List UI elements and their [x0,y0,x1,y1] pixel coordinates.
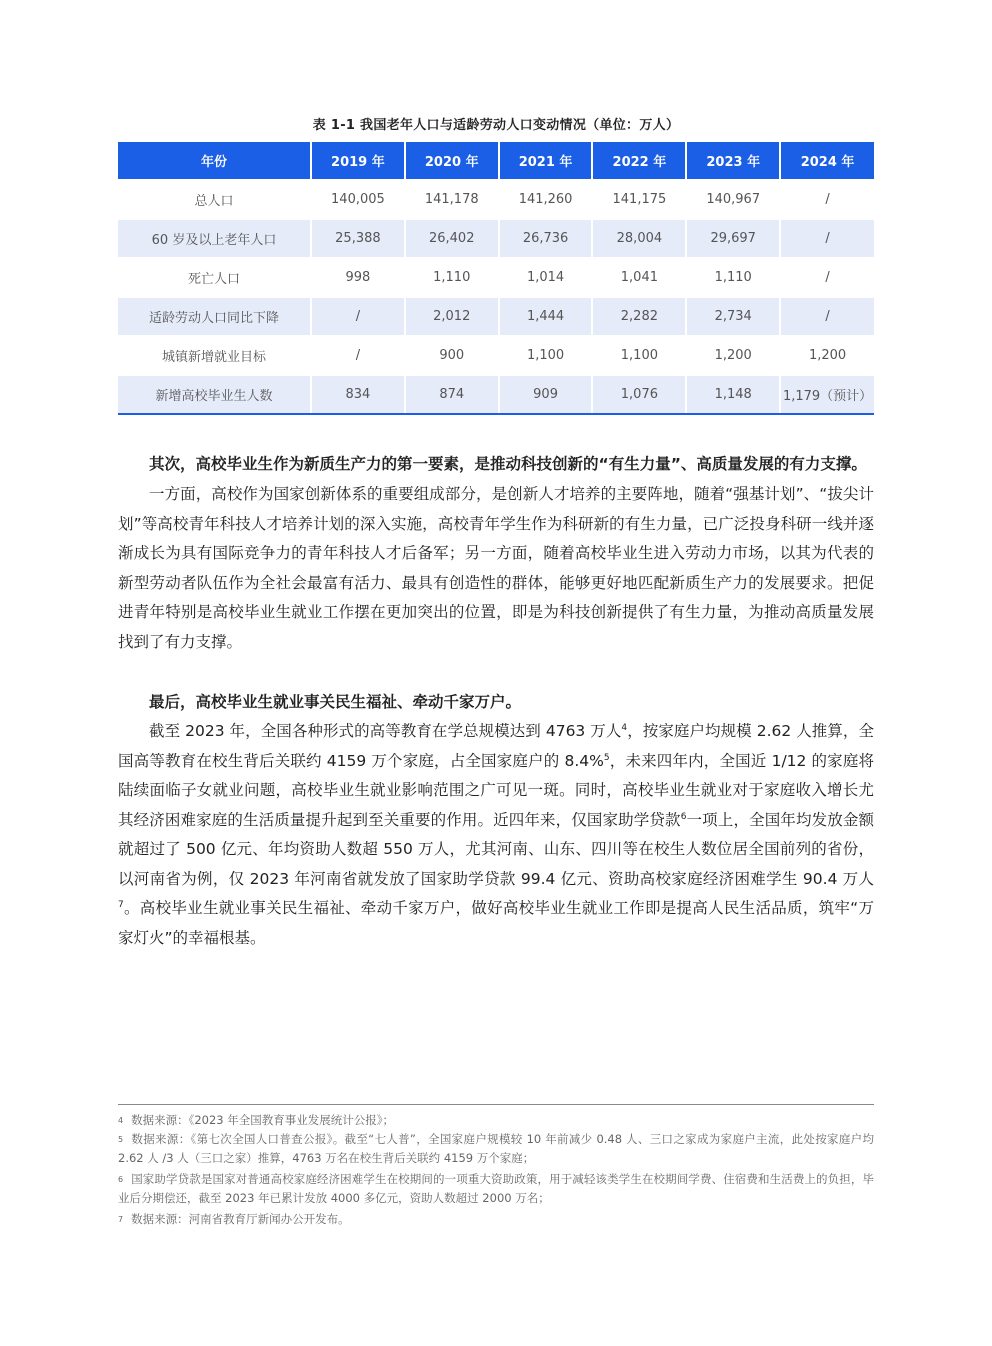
row-label: 总人口 [118,180,311,219]
row-label: 城镇新增就业目标 [118,336,311,375]
row-label: 新增高校毕业生人数 [118,375,311,414]
table-cell: 1,200 [686,336,780,375]
header-2019: 2019 年 [311,142,405,180]
table-cell: / [780,297,874,336]
header-2022: 2022 年 [592,142,686,180]
table-cell: 141,178 [405,180,499,219]
table-row [118,375,874,414]
footnote-ref-6[interactable]: 6 [680,811,687,822]
paragraph-livelihood [118,717,874,953]
text-segment: ，未来四年内，全国近 1/12 的家庭将陆续面临子女就业问题，高校毕业生就业影响范围之广可见一斑。同时，高校毕业生就业对于家庭收入增长尤其经济困难家庭的生活质量提升起到至关重要的作用。近四年来，仅国家助学贷款 [118,751,874,829]
table-cell: / [780,219,874,258]
table-cell: 998 [311,258,405,297]
table-cell: 1,041 [592,258,686,297]
table-cell: 900 [405,336,499,375]
footnote-text: 数据来源：河南省教育厅新闻办公开发布。 [131,1212,350,1226]
table-cell: 1,148 [686,375,780,414]
header-2024: 2024 年 [780,142,874,180]
footnote-number: 6 [118,1175,124,1184]
table-cell: 141,260 [499,180,593,219]
table-cell: 29,697 [686,219,780,258]
table-cell: 140,005 [311,180,405,219]
header-2023: 2023 年 [686,142,780,180]
table-cell: 1,110 [686,258,780,297]
text-segment: ，按家庭户均规模 2.62 人推算，全国高等教育在校生背后关联约 4159 万个家庭，占全国家庭户的 8.4% [118,722,874,770]
header-year: 年份 [118,142,311,180]
table-cell: 26,736 [499,219,593,258]
table-cell: 1,179（预计） [780,375,874,414]
table-cell: 28,004 [592,219,686,258]
table-cell: 834 [311,375,405,414]
header-2020: 2020 年 [405,142,499,180]
table-cell: 140,967 [686,180,780,219]
table-cell: / [780,258,874,297]
table-cell: 26,402 [405,219,499,258]
footnote-text: 数据来源：《第七次全国人口普查公报》。截至“七人普”，全国家庭户规模较 10 年前减少 0.48 人、三口之家成为家庭户主流，此处按家庭户均 2.62 人 /3 人（三口之家）推算，4763 万名在校生背后关联约 4159 万个家庭； [118,1132,874,1165]
footnote-4 [118,1111,874,1130]
table-cell: 1,076 [592,375,686,414]
table-cell: 1,444 [499,297,593,336]
table-cell: 909 [499,375,593,414]
paragraph-innovation: 一方面，高校作为国家创新体系的重要组成部分，是创新人才培养的主要阵地，随着“强基计划”、“拔尖计划”等高校青年科技人才培养计划的深入实施，高校青年学生作为科研新的有生力量，已广泛投身科研一线并逐渐成长为具有国际竞争力的青年科技人才后备军；另一方面，随着高校毕业生进入劳动力市场，以其为代表的新型劳动者队伍作为全社会最富有活力、最具有创造性的群体，能够更好地匹配新质生产力的发展要求。把促进青年特别是高校毕业生就业工作摆在更加突出的位置，即是为科技创新提供了有生力量，为推动高质量发展找到了有力支撑。 [118,485,874,651]
footnote-number: 7 [118,1215,124,1224]
table-cell: / [311,336,405,375]
table-cell: 2,012 [405,297,499,336]
table-row [118,258,874,297]
table-cell: 1,100 [592,336,686,375]
footnote-number: 5 [118,1135,124,1144]
row-label: 死亡人口 [118,258,311,297]
footnote-text: 数据来源：《2023 年全国教育事业发展统计公报》； [131,1113,395,1127]
text-segment: 一项上，全国年均发放金额就超过了 500 亿元、年均资助人数超 550 万人，尤其河南、山东、四川等在校生人数位居全国前列的省份，以河南省为例，仅 2023 年河南省就发放了国家助学贷款 99.4 亿元、资助高校家庭经济困难学生 90.4 万人 [118,810,874,888]
footnote-divider [118,1104,874,1105]
table-row [118,336,874,375]
table-row [118,180,874,219]
text-segment: 。高校毕业生就业事关民生福祉、牵动千家万户，做好高校毕业生就业工作即是提高人民生活品质，筑牢“万家灯火”的幸福根基。 [118,899,874,947]
text-segment: 截至 2023 年，全国各种形式的高等教育在学总规模达到 4763 万人 [149,722,622,740]
population-table [118,142,874,415]
paragraph-heading-lastly: 最后，高校毕业生就业事关民生福祉、牵动千家万户。 [149,693,522,711]
header-2021: 2021 年 [499,142,593,180]
footnote-number: 4 [118,1116,124,1125]
table-row [118,219,874,258]
table-cell: 874 [405,375,499,414]
table-cell: 25,388 [311,219,405,258]
table-cell: 1,110 [405,258,499,297]
table-cell: 1,014 [499,258,593,297]
footnote-ref-5[interactable]: 5 [603,752,610,763]
table-cell: 1,100 [499,336,593,375]
table-cell: / [780,180,874,219]
table-cell: 141,175 [592,180,686,219]
footnote-ref-4[interactable]: 4 [621,722,628,733]
table-caption: 表 1-1 我国老年人口与适龄劳动人口变动情况（单位：万人） [312,118,680,133]
table-cell: 1,200 [780,336,874,375]
footnote-5 [118,1130,874,1168]
footnote-text: 国家助学贷款是国家对普通高校家庭经济困难学生在校期间的一项重大资助政策，用于减轻该类学生在校期间学费、住宿费和生活费上的负担，毕业后分期偿还，截至 2023 年已累计发放 4000 多亿元，资助人数超过 2000 万名； [118,1172,874,1205]
table-cell: 2,734 [686,297,780,336]
footnote-7 [118,1210,874,1229]
row-label: 60 岁及以上老年人口 [118,219,311,258]
paragraph-heading-secondly: 其次，高校毕业生作为新质生产力的第一要素，是推动科技创新的“有生力量”、高质量发展的有力支撑。 [149,455,867,473]
table-cell: 2,282 [592,297,686,336]
table-row [118,297,874,336]
table-header-row [118,142,874,180]
table-cell: / [311,297,405,336]
row-label: 适龄劳动人口同比下降 [118,297,311,336]
footnote-ref-7[interactable]: 7 [118,899,124,910]
footnote-6 [118,1170,874,1208]
